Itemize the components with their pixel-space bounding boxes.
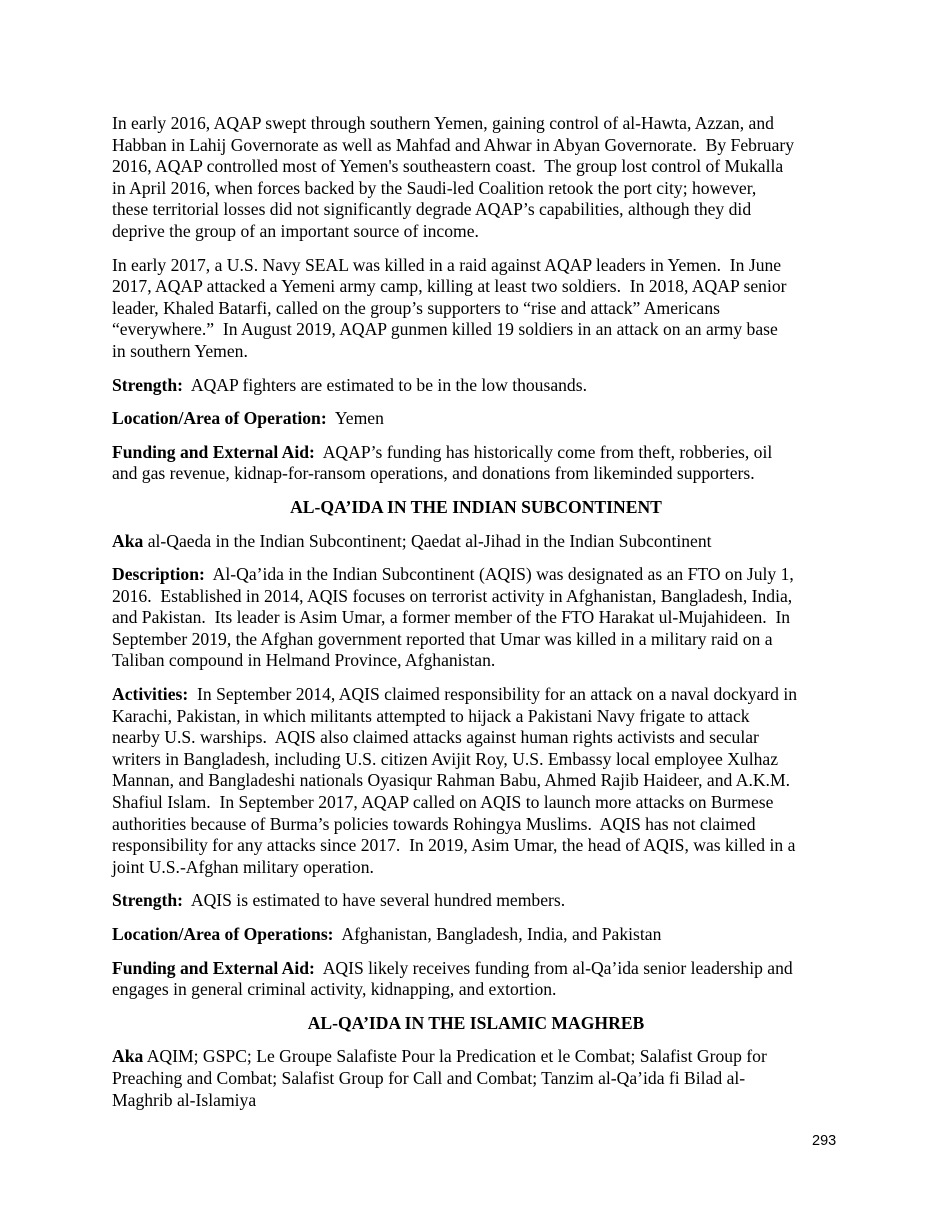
aqis-description (112, 564, 840, 672)
aqis-activities-label: Activities: (112, 684, 189, 705)
aqap-location (112, 408, 840, 430)
aqap-location-text: Yemen (326, 408, 384, 429)
aqap-paragraph-2017: In early 2017, a U.S. Navy SEAL was killed in a raid against AQAP leaders in Yemen. In June 2017, AQAP attacked a Yemeni army camp, killing at least two soldiers. In 2018, AQAP senior leader, Khaled Batarfi, called on the group’s supporters to “rise and attack” Americans “everywhere.” In August 2019, AQAP gunmen killed 19 soldiers in an attack on an army base in southern Yemen. (112, 254, 787, 361)
aqap-funding (112, 442, 840, 485)
aqap-funding-label: Funding and External Aid: (112, 441, 315, 462)
aqap-funding-text: AQAP’s funding has historically come from theft, robberies, oil and gas revenue, kidnap-for-ransom operations, and donations from likeminded supporters. (112, 441, 773, 484)
aqis-strength-label: Strength: (112, 890, 184, 911)
aqim-aka-text: AQIM; GSPC; Le Groupe Salafiste Pour la Predication et le Combat; Salafist Group for Preaching and Combat; Salafist Group for Call and Combat; Tanzim al-Qa’ida fi Bilad al- Maghrib al-Islamiya (112, 1046, 767, 1110)
aqis-location-text: Afghanistan, Bangladesh, India, and Pakistan (333, 924, 662, 944)
aqis-funding (112, 958, 840, 1001)
aqis-activities (112, 684, 840, 878)
aqis-aka (112, 531, 840, 553)
aqis-activities-text: In September 2014, AQIS claimed responsibility for an attack on a naval dockyard in Karachi, Pakistan, in which militants attempted to hijack a Pakistani Navy frigate to attack nearby U.S. warships. AQIS also claimed attacks against human rights activists and secular writers in Bangladesh, including U.S. citizen Avijit Roy, U.S. Embassy local employee Xulhaz Mannan, and Bangladeshi nationals Oyasiqur Rahman Babu, Ahmed Rajib Haideer, and A.K.M. Shafiul Islam. In September 2017, AQAP called on AQIS to launch more attacks on Burmese authorities because of Burma’s policies towards Rohingya Muslims. AQIS has not claimed responsibility for any attacks since 2017. In 2019, Asim Umar, the head of AQIS, was killed in a joint U.S.-Afghan military operation. (112, 684, 797, 877)
aqis-location (112, 924, 840, 946)
aqap-strength-label: Strength: (112, 374, 184, 395)
aqap-strength-text: AQAP fighters are estimated to be in the low thousands. (183, 374, 587, 395)
aqim-aka (112, 1046, 840, 1111)
page-number: 293 (812, 1133, 837, 1149)
aqis-description-label: Description: (112, 564, 205, 585)
aqis-funding-label: Funding and External Aid: (112, 957, 315, 978)
aqis-location-label: Location/Area of Operations: (112, 924, 334, 944)
aqis-heading: AL-QA’IDA IN THE INDIAN SUBCONTINENT (290, 496, 662, 517)
aqim-heading: AL-QA’IDA IN THE ISLAMIC MAGHREB (307, 1012, 645, 1033)
aqis-description-text: Al-Qa’ida in the Indian Subcontinent (AQIS) was designated as an FTO on July 1, 2016. Established in 2014, AQIS focuses on terrorist activity in Afghanistan, Bangladesh, India, and Pakistan. Its leader is Asim Umar, a former member of the FTO Harakat ul-Mujahideen. In September 2019, the Afghan government reported that Umar was killed in a military raid on a Taliban compound in Helmand Province, Afghanistan. (112, 564, 794, 671)
aqap-paragraph-2016: In early 2016, AQAP swept through southern Yemen, gaining control of al-Hawta, Azzan, and Habban in Lahij Governorate as well as Mahfad and Ahwar in Abyan Governorate. By February 2016, AQAP controlled most of Yemen's southeastern coast. The group lost control of Mukalla in April 2016, when forces backed by the Saudi-led Coalition retook the port city; however, these territorial losses did not significantly degrade AQAP’s capabilities, although they did deprive the group of an important source of income. (112, 113, 795, 241)
aqis-aka-label: Aka (112, 530, 144, 551)
aqim-aka-label: Aka (112, 1046, 144, 1067)
document-page (112, 113, 840, 1123)
aqap-location-label: Location/Area of Operation: (112, 408, 327, 429)
aqap-strength (112, 375, 840, 397)
aqis-funding-text: AQIS likely receives funding from al-Qa’ida senior leadership and engages in general criminal activity, kidnapping, and extortion. (112, 957, 793, 1000)
aqis-aka-text: al-Qaeda in the Indian Subcontinent; Qaedat al-Jihad in the Indian Subcontinent (143, 530, 712, 551)
aqis-strength (112, 890, 840, 912)
aqis-strength-text: AQIS is estimated to have several hundred members. (183, 890, 566, 911)
